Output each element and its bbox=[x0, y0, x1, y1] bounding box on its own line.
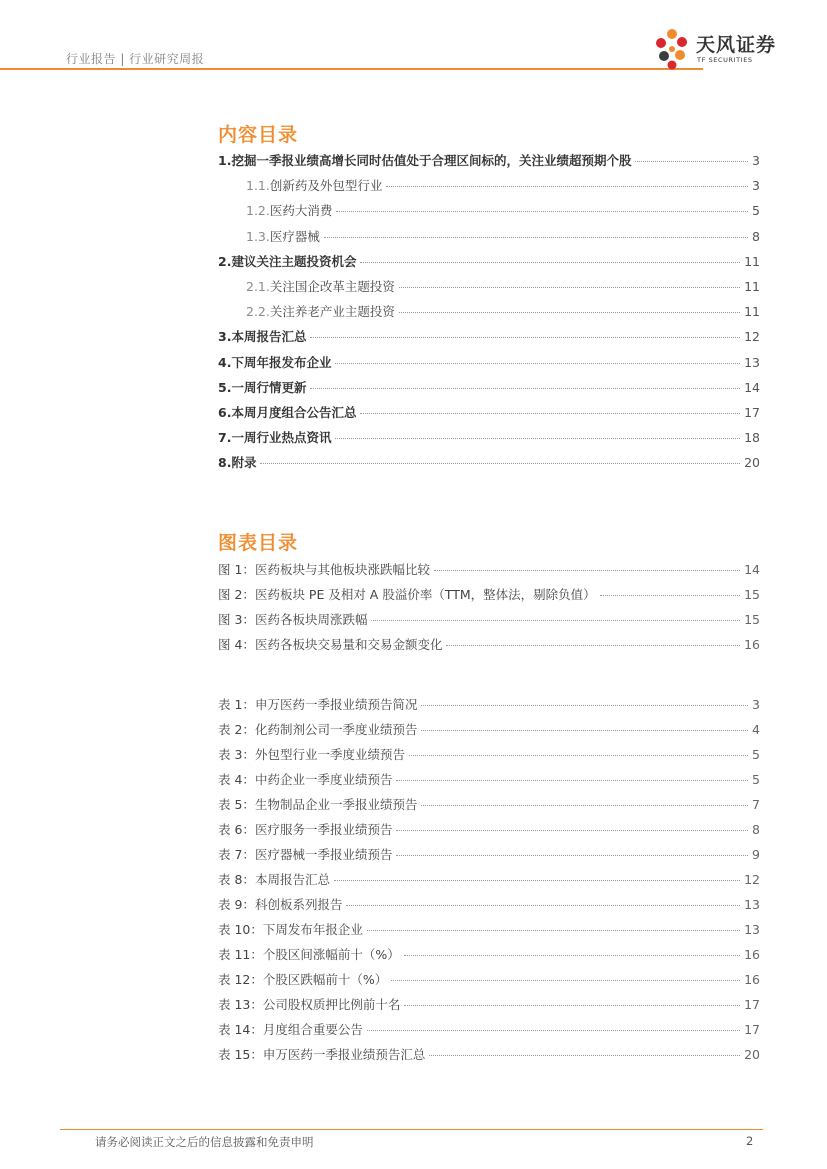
dot-leader bbox=[404, 1005, 740, 1006]
entry-page-number: 13 bbox=[744, 897, 760, 912]
toc-entry[interactable] bbox=[218, 428, 760, 448]
table-entry[interactable] bbox=[218, 845, 760, 863]
entry-page-number: 12 bbox=[744, 329, 760, 345]
entry-page-number: 5 bbox=[752, 203, 760, 219]
entry-number: 表 3： bbox=[218, 747, 255, 762]
table-entry[interactable] bbox=[218, 945, 760, 963]
entry-number: 表 4： bbox=[218, 772, 255, 787]
entry-number: 3. bbox=[218, 329, 232, 345]
entry-page-number: 17 bbox=[744, 1022, 760, 1037]
entry-title: 本周报告汇总 bbox=[231, 329, 307, 345]
dot-leader bbox=[421, 705, 748, 706]
entry-title: 医疗器械 bbox=[269, 228, 320, 244]
entry-page-number: 16 bbox=[744, 947, 760, 962]
dot-leader bbox=[399, 312, 740, 313]
dot-leader bbox=[446, 645, 740, 646]
entry-title: 本周报告汇总 bbox=[254, 872, 330, 887]
entry-page-number: 18 bbox=[744, 430, 760, 446]
entry-number: 表 14： bbox=[218, 1022, 263, 1037]
entry-title: 附录 bbox=[231, 455, 257, 471]
dot-leader bbox=[334, 880, 740, 881]
logo-english-name: TF SECURITIES bbox=[697, 56, 753, 64]
entry-number: 1.1. bbox=[246, 178, 270, 194]
entry-number: 表 12： bbox=[218, 972, 263, 987]
table-entry[interactable] bbox=[218, 770, 760, 788]
entry-number: 表 5： bbox=[218, 797, 255, 812]
header-divider bbox=[0, 68, 703, 70]
dot-leader bbox=[600, 595, 740, 596]
entry-title: 关注国企改革主题投资 bbox=[269, 279, 395, 294]
dot-leader bbox=[346, 905, 740, 906]
entry-number: 表 9： bbox=[218, 897, 255, 912]
figure-entry[interactable] bbox=[218, 635, 760, 653]
figure-entry[interactable] bbox=[218, 610, 760, 628]
dot-leader bbox=[396, 830, 748, 831]
entry-page-number: 8 bbox=[752, 228, 760, 244]
dot-leader bbox=[310, 388, 740, 389]
table-entry[interactable] bbox=[218, 720, 760, 738]
dot-leader bbox=[260, 463, 740, 464]
entry-number: 4. bbox=[218, 354, 232, 370]
entry-page-number: 3 bbox=[752, 697, 760, 712]
entry-page-number: 7 bbox=[752, 797, 760, 812]
entry-number: 表 13： bbox=[218, 997, 263, 1012]
entry-title: 挖掘一季报业绩高增长同时估值处于合理区间标的，关注业绩超预期个股 bbox=[231, 153, 632, 168]
entry-title: 生物制品企业一季报业绩预告 bbox=[254, 797, 418, 812]
report-category: 行业报告 | 行业研究周报 bbox=[66, 52, 205, 66]
flower-logo-icon bbox=[652, 26, 692, 70]
entry-title: 公司股权质押比例前十名 bbox=[262, 997, 401, 1012]
dot-leader bbox=[310, 337, 740, 338]
entry-number: 5. bbox=[218, 379, 232, 395]
entry-page-number: 8 bbox=[752, 822, 760, 837]
entry-page-number: 3 bbox=[752, 153, 760, 168]
toc-subentry[interactable] bbox=[246, 227, 760, 247]
toc-entry[interactable] bbox=[218, 353, 760, 373]
table-entry[interactable] bbox=[218, 995, 760, 1013]
entry-title: 月度组合重要公告 bbox=[262, 1022, 363, 1037]
entry-number: 2. bbox=[218, 253, 232, 269]
entry-title: 医药各板块周涨跌幅 bbox=[254, 612, 368, 627]
entry-number: 表 2： bbox=[218, 722, 255, 737]
entry-number: 1.2. bbox=[246, 203, 270, 219]
dot-leader bbox=[371, 620, 740, 621]
dot-leader bbox=[324, 237, 748, 238]
entry-page-number: 17 bbox=[744, 997, 760, 1012]
entry-page-number: 4 bbox=[752, 722, 760, 737]
dot-leader bbox=[434, 570, 740, 571]
dot-leader bbox=[429, 1055, 740, 1056]
entry-title: 外包型行业一季度业绩预告 bbox=[254, 747, 405, 762]
entry-title: 个股区跌幅前十（%） bbox=[262, 972, 388, 987]
entry-page-number: 11 bbox=[744, 304, 760, 320]
dot-leader bbox=[335, 438, 740, 439]
entry-number: 2.2. bbox=[246, 304, 270, 320]
entry-number: 8. bbox=[218, 455, 232, 471]
table-entry[interactable] bbox=[218, 695, 760, 713]
entry-number: 表 11： bbox=[218, 947, 263, 962]
logo-chinese-name: 天风证券 bbox=[696, 34, 777, 56]
entry-title: 医疗器械一季报业绩预告 bbox=[254, 847, 393, 862]
entry-title: 化药制剂公司一季度业绩预告 bbox=[254, 722, 418, 737]
dot-leader bbox=[360, 413, 740, 414]
entry-title: 科创板系列报告 bbox=[254, 897, 343, 912]
entry-page-number: 15 bbox=[744, 612, 760, 627]
table-entry[interactable] bbox=[218, 1020, 760, 1038]
dot-leader bbox=[367, 930, 740, 931]
entry-page-number: 15 bbox=[744, 587, 760, 602]
dot-leader bbox=[409, 755, 748, 756]
entry-title: 下周年报发布企业 bbox=[231, 354, 332, 370]
entry-page-number: 12 bbox=[744, 872, 760, 887]
entry-number: 1. bbox=[218, 153, 232, 168]
table-entry[interactable] bbox=[218, 970, 760, 988]
entry-title: 建议关注主题投资机会 bbox=[231, 253, 357, 269]
table-entry[interactable] bbox=[218, 920, 760, 938]
entry-page-number: 14 bbox=[744, 562, 760, 577]
footer-disclaimer: 请务必阅读正文之后的信息披露和免责申明 bbox=[95, 1135, 314, 1149]
entry-title: 一周行情更新 bbox=[231, 379, 307, 395]
entry-title: 关注养老产业主题投资 bbox=[269, 304, 395, 320]
entry-number: 图 1： bbox=[218, 562, 255, 577]
toc-subentry[interactable] bbox=[246, 302, 760, 322]
entry-page-number: 16 bbox=[744, 637, 760, 652]
entry-page-number: 20 bbox=[744, 1047, 760, 1062]
dot-leader bbox=[367, 1030, 740, 1031]
entry-page-number: 3 bbox=[752, 178, 760, 194]
entry-number: 表 10： bbox=[218, 922, 263, 937]
entry-title: 医药各板块交易量和交易金额变化 bbox=[254, 637, 443, 652]
dot-leader bbox=[335, 363, 740, 364]
entry-page-number: 17 bbox=[744, 405, 760, 420]
entry-page-number: 13 bbox=[744, 354, 760, 370]
entry-title: 个股区间涨幅前十（%） bbox=[262, 947, 400, 962]
toc-subentry[interactable] bbox=[246, 277, 760, 297]
table-entry[interactable] bbox=[218, 820, 760, 838]
entry-page-number: 13 bbox=[744, 922, 760, 937]
dot-leader bbox=[391, 980, 740, 981]
toc-entry[interactable] bbox=[218, 403, 760, 423]
toc-entry[interactable] bbox=[218, 252, 760, 272]
table-entry[interactable] bbox=[218, 1045, 760, 1063]
entry-title: 医药板块与其他板块涨跌幅比较 bbox=[254, 562, 430, 577]
entry-number: 2.1. bbox=[246, 279, 270, 294]
table-entry[interactable] bbox=[218, 870, 760, 888]
entry-page-number: 11 bbox=[744, 279, 760, 294]
toc-entry[interactable] bbox=[218, 453, 760, 473]
dot-leader bbox=[404, 955, 740, 956]
toc-subentry[interactable] bbox=[246, 176, 760, 196]
dot-leader bbox=[399, 287, 740, 288]
figure-entry[interactable] bbox=[218, 585, 760, 603]
entry-number: 6. bbox=[218, 405, 232, 420]
entry-number: 1.3. bbox=[246, 228, 270, 244]
entry-number: 表 7： bbox=[218, 847, 255, 862]
entry-number: 表 1： bbox=[218, 697, 255, 712]
toc-title: 内容目录 bbox=[218, 124, 299, 146]
entry-title: 申万医药一季报业绩预告汇总 bbox=[262, 1047, 426, 1062]
entry-page-number: 20 bbox=[744, 455, 760, 471]
company-logo bbox=[652, 26, 777, 70]
entry-page-number: 5 bbox=[752, 772, 760, 787]
entry-title: 医药大消费 bbox=[269, 203, 333, 219]
entry-title: 申万医药一季报业绩预告简况 bbox=[254, 697, 418, 712]
entry-page-number: 16 bbox=[744, 972, 760, 987]
table-entry[interactable] bbox=[218, 745, 760, 763]
toc-entry[interactable] bbox=[218, 151, 760, 171]
entry-number: 图 4： bbox=[218, 637, 255, 652]
dot-leader bbox=[396, 780, 748, 781]
entry-number: 7. bbox=[218, 430, 232, 446]
dot-leader bbox=[635, 161, 748, 162]
dot-leader bbox=[386, 186, 748, 187]
entry-page-number: 9 bbox=[752, 847, 760, 862]
entry-title: 创新药及外包型行业 bbox=[269, 178, 383, 194]
entry-title: 下周发布年报企业 bbox=[262, 922, 363, 937]
entry-title: 医疗服务一季报业绩预告 bbox=[254, 822, 393, 837]
toc-entry[interactable] bbox=[218, 327, 760, 347]
entry-number: 图 2： bbox=[218, 587, 255, 602]
entry-number: 表 15： bbox=[218, 1047, 263, 1062]
entry-page-number: 5 bbox=[752, 747, 760, 762]
dot-leader bbox=[336, 211, 748, 212]
dot-leader bbox=[421, 730, 748, 731]
page-number: 2 bbox=[746, 1134, 754, 1148]
toc-subentry[interactable] bbox=[246, 201, 760, 221]
entry-number: 表 6： bbox=[218, 822, 255, 837]
toc-entry[interactable] bbox=[218, 378, 760, 398]
entry-title: 一周行业热点资讯 bbox=[231, 430, 332, 446]
entry-number: 图 3： bbox=[218, 612, 255, 627]
figure-entry[interactable] bbox=[218, 560, 760, 578]
entry-title: 中药企业一季度业绩预告 bbox=[254, 772, 393, 787]
entry-title: 医药板块 PE 及相对 A 股溢价率（TTM，整体法，剔除负值） bbox=[254, 587, 596, 602]
footer-divider bbox=[60, 1129, 763, 1130]
dot-leader bbox=[421, 805, 748, 806]
dot-leader bbox=[360, 262, 740, 263]
dot-leader bbox=[396, 855, 748, 856]
figures-title: 图表目录 bbox=[218, 532, 299, 554]
table-entry[interactable] bbox=[218, 795, 760, 813]
entry-number: 表 8： bbox=[218, 872, 255, 887]
entry-page-number: 11 bbox=[744, 253, 760, 269]
table-entry[interactable] bbox=[218, 895, 760, 913]
entry-page-number: 14 bbox=[744, 379, 760, 395]
entry-title: 本周月度组合公告汇总 bbox=[231, 405, 357, 420]
